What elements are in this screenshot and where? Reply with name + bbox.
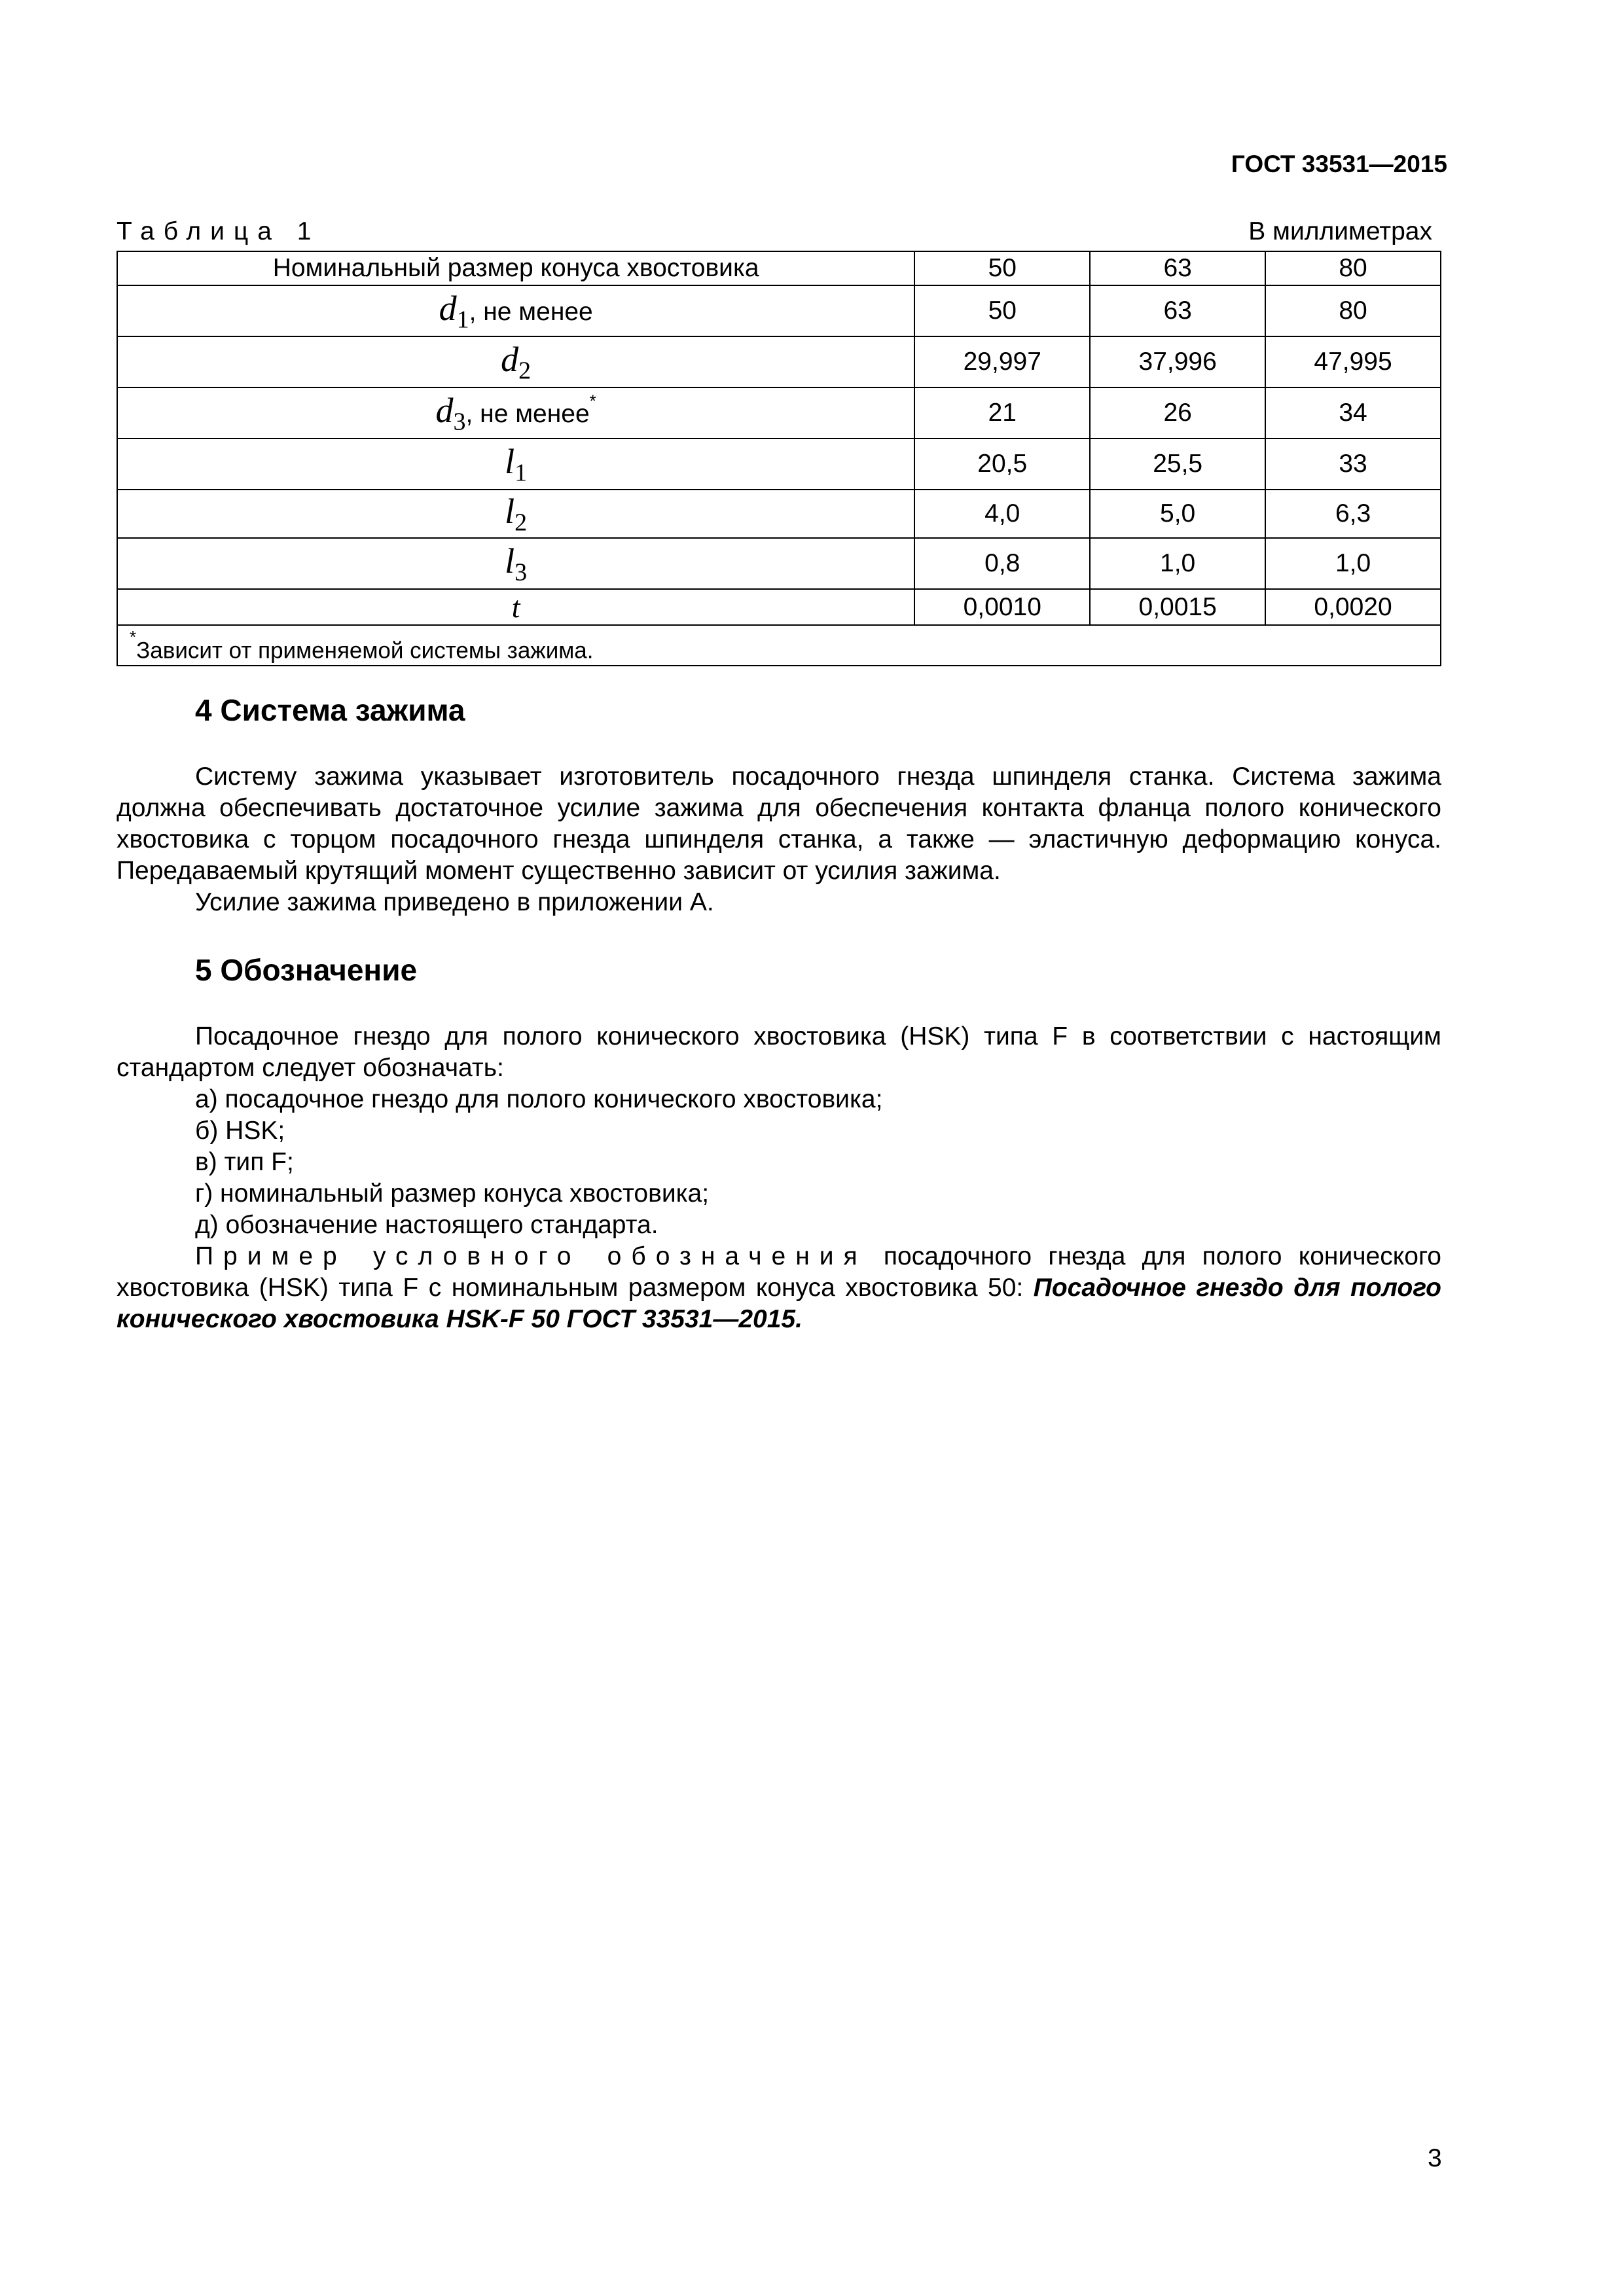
table-caption: Таблица 1 xyxy=(117,217,321,245)
table-footnote-row xyxy=(117,625,1441,666)
value-cell: 63 xyxy=(1090,285,1265,336)
header-size: 50 xyxy=(914,251,1090,285)
value-cell: 21 xyxy=(914,387,1090,439)
param-symbol: $l_2$ xyxy=(505,491,528,537)
header-label: Номинальный размер конуса хвостовика xyxy=(117,251,914,285)
table-row xyxy=(117,439,1441,490)
param-cell: $d_1$, не менее xyxy=(117,285,914,336)
value-cell: 29,997 xyxy=(914,336,1090,387)
section-4-paragraph: Систему зажима указывает изготовитель посадочного гнезда шпинделя станка. Система зажима должна обеспечивать достаточное усилие зажима для обеспечения контакта фланца полого конического хвостовика с торцом посадочного гнезда шпинделя станка, а также — эластичную деформацию конуса. Передаваемый крутящий момент существенно зависит от усилия зажима. xyxy=(117,762,1441,885)
value-cell: 33 xyxy=(1265,439,1441,490)
header-size: 80 xyxy=(1265,251,1441,285)
header-size: 63 xyxy=(1090,251,1265,285)
page-number: 3 xyxy=(1428,2144,1442,2172)
footnote-marker: * xyxy=(589,391,596,411)
table-row xyxy=(117,490,1441,538)
param-cell: $d_3$, не менее* xyxy=(117,387,914,439)
param-symbol: t xyxy=(511,590,520,624)
footnote-marker: * xyxy=(130,626,137,647)
section-5-title: 5 Обозначение xyxy=(195,953,418,987)
param-cell xyxy=(117,336,914,387)
table-footnote xyxy=(117,625,1441,666)
list-item: г) номинальный размер конуса хвостовика; xyxy=(195,1179,710,1208)
value-cell: 0,0010 xyxy=(914,589,1090,625)
value-cell: 4,0 xyxy=(914,490,1090,538)
value-cell: 26 xyxy=(1090,387,1265,439)
table-row xyxy=(117,538,1441,589)
value-cell: 0,8 xyxy=(914,538,1090,589)
param-symbol: $d_3$ xyxy=(435,390,466,436)
table-row xyxy=(117,336,1441,387)
param-symbol: $d_2$ xyxy=(501,339,532,385)
table-row xyxy=(117,285,1441,336)
section-4-paragraph-2: Усилие зажима приведено в приложении А. xyxy=(195,888,714,916)
value-cell: 1,0 xyxy=(1090,538,1265,589)
param-cell xyxy=(117,538,914,589)
value-cell: 50 xyxy=(914,285,1090,336)
param-symbol: $l_3$ xyxy=(505,541,528,586)
value-cell: 1,0 xyxy=(1265,538,1441,589)
footnote-text: Зависит от применяемой системы зажима. xyxy=(136,637,594,664)
value-cell: 20,5 xyxy=(914,439,1090,490)
param-cell xyxy=(117,439,914,490)
value-cell: 0,0020 xyxy=(1265,589,1441,625)
table-row xyxy=(117,387,1441,439)
value-cell: 47,995 xyxy=(1265,336,1441,387)
list-item: а) посадочное гнездо для полого конического хвостовика; xyxy=(195,1085,883,1113)
value-cell: 5,0 xyxy=(1090,490,1265,538)
value-cell: 80 xyxy=(1265,285,1441,336)
value-cell: 0,0015 xyxy=(1090,589,1265,625)
example-text: посадочного гнезда для полого конического хвостовика (HSK) типа F с номинальным размером конуса хвостовика 50: xyxy=(117,1242,1441,1302)
document-standard-number: ГОСТ 33531—2015 xyxy=(1231,151,1447,177)
list-item: в) тип F; xyxy=(195,1148,294,1176)
example-designation: Посадочное гнездо для полого конического хвостовика HSK-F 50 ГОСТ 33531—2015. xyxy=(117,1274,1441,1333)
value-cell: 6,3 xyxy=(1265,490,1441,538)
value-cell: 25,5 xyxy=(1090,439,1265,490)
value-cell: 34 xyxy=(1265,387,1441,439)
list-item: б) HSK; xyxy=(195,1117,285,1145)
table-units: В миллиметрах xyxy=(1248,217,1432,245)
param-symbol: $d_1$ xyxy=(439,288,469,334)
table-caption-line xyxy=(117,217,1441,247)
designation-example xyxy=(117,1241,1441,1335)
param-symbol: $l_1$ xyxy=(505,441,528,487)
value-cell: 37,996 xyxy=(1090,336,1265,387)
param-cell xyxy=(117,490,914,538)
section-4-title: 4 Система зажима xyxy=(195,693,465,727)
example-label: Пример условного обозначения xyxy=(195,1242,867,1270)
table-row xyxy=(117,589,1441,625)
table-header-row xyxy=(117,251,1441,285)
section-5-intro: Посадочное гнездо для полого конического хвостовика (HSK) типа F в соответствии с настоящим стандартом следует обозначать: xyxy=(117,1022,1441,1082)
dimensions-table xyxy=(117,251,1441,666)
list-item: д) обозначение настоящего стандарта. xyxy=(195,1211,659,1239)
param-cell xyxy=(117,589,914,625)
